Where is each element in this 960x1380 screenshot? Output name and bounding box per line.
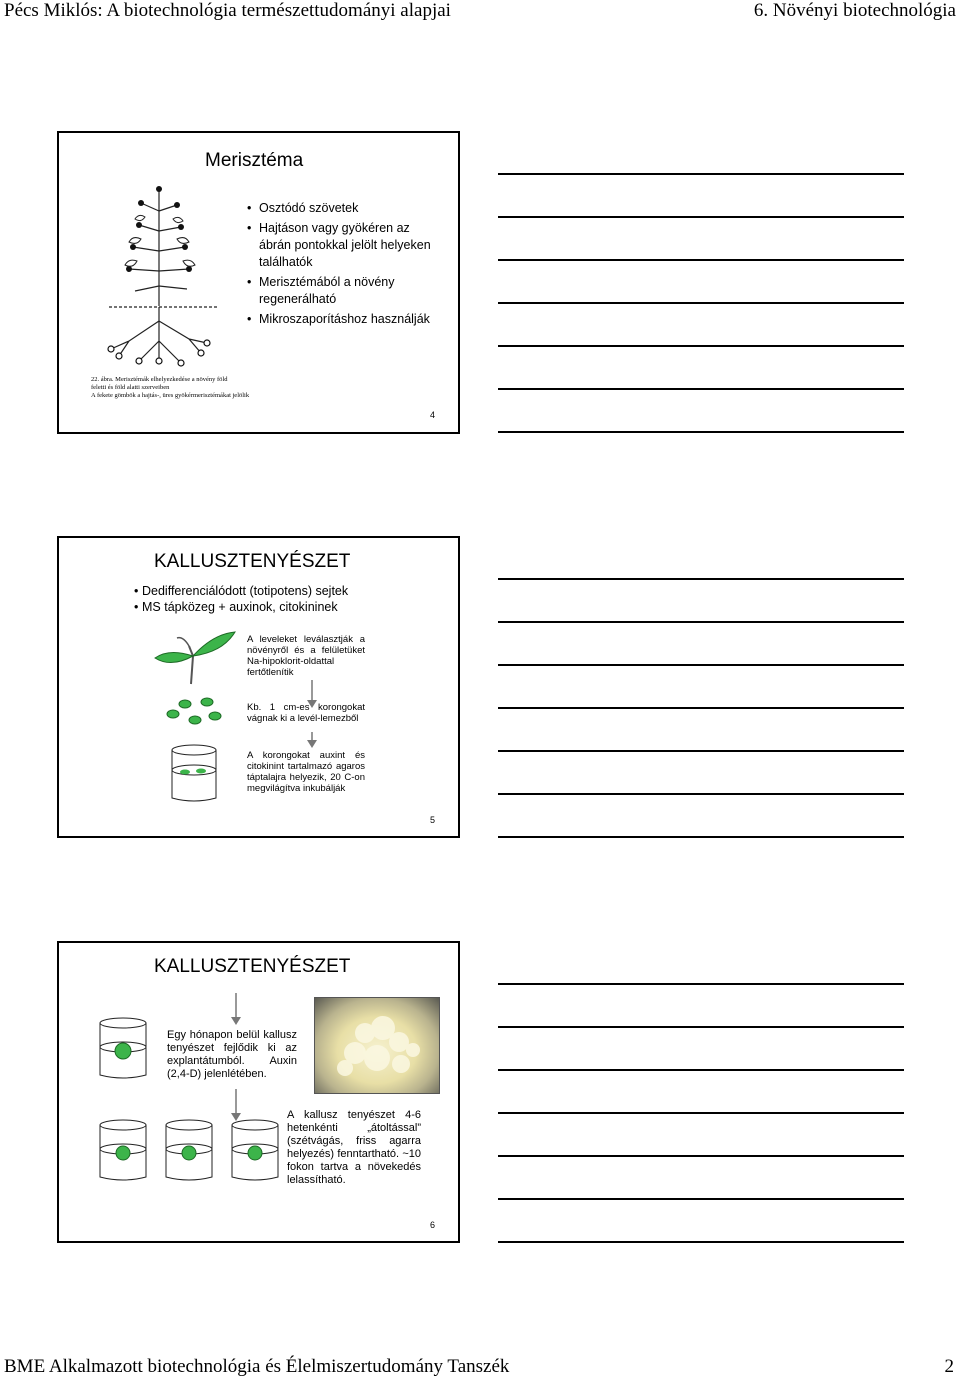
slide-merisztema: [57, 131, 460, 434]
step-text: A kallusz tenyészet 4-6 hetenkénti „átoltással” (szétvágás, friss agarra helyezés) fenntartható. ~10 fokon tartva a növekedés lelassítható.: [287, 1109, 421, 1186]
bullet-list: [132, 584, 452, 618]
note-line: [498, 302, 904, 304]
step-text: Kb. 1 cm-es korongokat vágnak ki a levél-lemezből: [247, 702, 365, 724]
note-line: [498, 1198, 904, 1200]
note-line: [498, 707, 904, 709]
leaf-discs-icon: [167, 698, 227, 732]
note-line: [498, 388, 904, 390]
bullet-item: • Hajtáson vagy gyökéren az ábrán pontokkal jelölt helyeken találhatók: [245, 220, 445, 271]
page-footer-department: BME Alkalmazott biotechnológia és Élelmiszertudomány Tanszék: [4, 1356, 510, 1377]
slide-number: 6: [429, 1220, 435, 1230]
slide-title: KALLUSZTENYÉSZET: [154, 956, 351, 977]
leaf-plant-icon: [149, 626, 239, 686]
bullet-item: • Osztódó szövetek: [245, 200, 445, 217]
agar-jar-icon: [169, 744, 219, 804]
callus-jar-icon: [229, 1119, 281, 1183]
note-line: [498, 1155, 904, 1157]
page-header-chapter: 6. Növényi biotechnológia: [753, 0, 956, 21]
note-line: [498, 259, 904, 261]
note-line: [498, 216, 904, 218]
figure-caption: [91, 376, 249, 400]
slide-title: KALLUSZTENYÉSZET: [154, 551, 351, 572]
slide-number: 5: [429, 815, 435, 825]
note-line: [498, 1069, 904, 1071]
bullet-item: • MS tápközeg + auxinok, citokininek: [132, 600, 452, 615]
callus-jar-icon: [97, 1017, 149, 1081]
meristem-plant-illustration: [89, 181, 239, 381]
note-line: [498, 750, 904, 752]
figure-caption-line: feletti és föld alatti szerveiben: [91, 384, 170, 391]
note-line: [498, 578, 904, 580]
note-line: [498, 1112, 904, 1114]
figure-caption-line: A fekete gömbök a hajtás-, üres gyökérmerisztémákat jelölik: [91, 392, 250, 399]
note-line: [498, 345, 904, 347]
callus-photo: [314, 997, 440, 1094]
process-arrow: [307, 732, 317, 750]
callus-jar-icon: [163, 1119, 215, 1183]
callus-jar-icon: [97, 1119, 149, 1183]
note-line: [498, 983, 904, 985]
bullet-list: [245, 200, 445, 331]
slide-kallusz-1: [57, 536, 460, 838]
page-number: 2: [944, 1356, 954, 1377]
callus-texture: [315, 998, 441, 1095]
bullet-item: • Mikroszaporításhoz használják: [245, 311, 445, 328]
slide-number: 4: [429, 410, 435, 420]
bullet-item: • Merisztémából a növény regenerálható: [245, 274, 445, 308]
step-text: A korongokat auxint és citokinint tartalmazó agaros táptalajra helyezik, 20 C-on megvilágítva inkubálják: [247, 750, 365, 794]
slide-title: Merisztéma: [205, 150, 304, 171]
note-line: [498, 1026, 904, 1028]
note-line: [498, 793, 904, 795]
note-line: [498, 621, 904, 623]
note-line: [498, 1241, 904, 1243]
slide-kallusz-2: [57, 941, 460, 1243]
figure-caption-line: 22. ábra. Merisztémák elhelyezkedése a növény föld: [91, 376, 228, 383]
step-text: A leveleket leválasztják a növényről és a felületüket Na-hipoklorit-oldattal fertőtlenítik: [247, 634, 365, 678]
process-arrow: [231, 993, 241, 1027]
step-text: Egy hónapon belül kallusz tenyészet fejlődik ki az explantátumból. Auxin (2,4-D) jelenlétében.: [167, 1029, 297, 1080]
process-arrow: [231, 1089, 241, 1123]
note-line: [498, 173, 904, 175]
note-line: [498, 431, 904, 433]
note-line: [498, 836, 904, 838]
bullet-item: • Dedifferenciálódott (totipotens) sejtek: [132, 584, 452, 599]
note-line: [498, 664, 904, 666]
page-header-title: Pécs Miklós: A biotechnológia természettudományi alapjai: [4, 0, 451, 21]
